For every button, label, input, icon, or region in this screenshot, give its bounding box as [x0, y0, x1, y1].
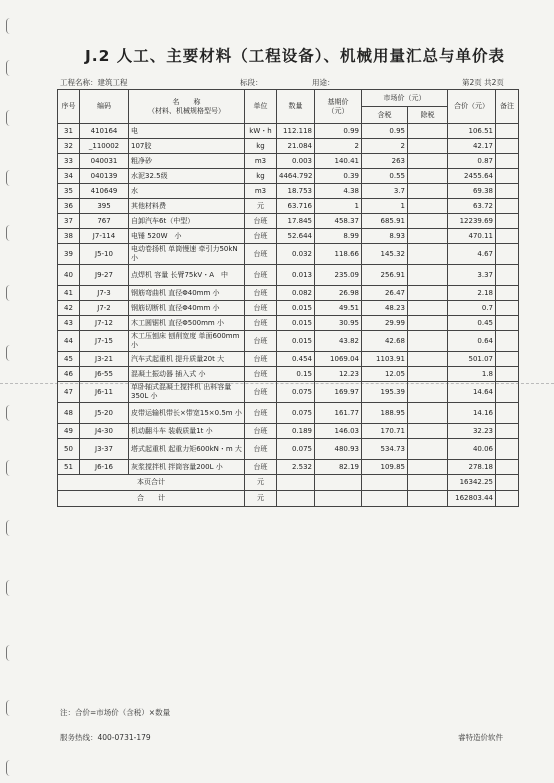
row-qty: 0.015	[277, 316, 315, 331]
row-tax-incl: 170.71	[362, 424, 408, 439]
row-tax-excl	[408, 184, 448, 199]
row-seq: 51	[58, 460, 80, 475]
row-name: 电	[129, 124, 245, 139]
subtotal-value: 16342.25	[448, 475, 496, 491]
header-name-line1: 名 称	[172, 97, 201, 106]
binding-mark	[6, 225, 13, 241]
row-qty: 0.189	[277, 424, 315, 439]
table-row	[58, 214, 519, 229]
row-total: 501.07	[448, 352, 496, 367]
row-base-price: 140.41	[315, 154, 362, 169]
row-unit: 台班	[245, 316, 277, 331]
header-total: 合价（元）	[448, 90, 496, 124]
row-remark	[496, 403, 519, 424]
header-market-price: 市场价（元）	[362, 90, 448, 107]
row-code: J3-37	[80, 439, 129, 460]
table-row	[58, 244, 519, 265]
row-seq: 42	[58, 301, 80, 316]
row-remark	[496, 199, 519, 214]
row-tax-excl	[408, 124, 448, 139]
row-tax-incl: 3.7	[362, 184, 408, 199]
row-qty: 2.532	[277, 460, 315, 475]
row-tax-excl	[408, 439, 448, 460]
row-qty: 0.075	[277, 439, 315, 460]
row-unit: 台班	[245, 301, 277, 316]
row-tax-incl: 195.39	[362, 382, 408, 403]
row-unit: kW・h	[245, 124, 277, 139]
row-base-price: 0.39	[315, 169, 362, 184]
footer-software: 睿特造价软件	[458, 733, 503, 742]
row-qty: 0.082	[277, 286, 315, 301]
row-qty: 52.644	[277, 229, 315, 244]
row-qty: 63.716	[277, 199, 315, 214]
row-unit: 元	[245, 199, 277, 214]
binding-mark	[6, 18, 13, 34]
row-qty: 21.084	[277, 139, 315, 154]
row-qty: 18.753	[277, 184, 315, 199]
table-row	[58, 316, 519, 331]
row-qty: 0.075	[277, 382, 315, 403]
binding-mark	[6, 345, 13, 361]
table-row	[58, 229, 519, 244]
row-total: 0.87	[448, 154, 496, 169]
row-base-price: 1069.04	[315, 352, 362, 367]
row-remark	[496, 367, 519, 382]
header-code: 编码	[80, 90, 129, 124]
row-seq: 34	[58, 169, 80, 184]
row-qty: 112.118	[277, 124, 315, 139]
header-name-line2: （材料、机械规格型号）	[148, 106, 225, 115]
table-row	[58, 169, 519, 184]
row-unit: m3	[245, 184, 277, 199]
header-tax-incl: 含税	[362, 107, 408, 124]
header-remark: 备注	[496, 90, 519, 124]
row-tax-excl	[408, 265, 448, 286]
row-tax-excl	[408, 316, 448, 331]
row-total: 0.7	[448, 301, 496, 316]
row-total: 278.18	[448, 460, 496, 475]
row-base-price: 0.99	[315, 124, 362, 139]
row-code: 767	[80, 214, 129, 229]
table-row	[58, 382, 519, 403]
row-seq: 46	[58, 367, 80, 382]
row-code: 410164	[80, 124, 129, 139]
row-tax-excl	[408, 403, 448, 424]
row-base-price: 2	[315, 139, 362, 154]
row-total: 14.16	[448, 403, 496, 424]
row-total: 2.18	[448, 286, 496, 301]
row-remark	[496, 184, 519, 199]
row-name: 皮带运输机带长×带宽15×0.5m 小	[129, 403, 245, 424]
row-total: 106.51	[448, 124, 496, 139]
row-tax-excl	[408, 460, 448, 475]
row-tax-incl: 263	[362, 154, 408, 169]
grand-total-unit: 元	[245, 491, 277, 507]
row-unit: 台班	[245, 439, 277, 460]
table-row	[58, 139, 519, 154]
row-total: 3.37	[448, 265, 496, 286]
row-tax-incl: 109.85	[362, 460, 408, 475]
row-code: 040139	[80, 169, 129, 184]
row-seq: 37	[58, 214, 80, 229]
row-name: 粗净砂	[129, 154, 245, 169]
row-total: 14.64	[448, 382, 496, 403]
row-seq: 40	[58, 265, 80, 286]
row-tax-excl	[408, 352, 448, 367]
usage-label: 用途：	[312, 78, 335, 87]
row-tax-excl	[408, 244, 448, 265]
row-tax-incl: 29.99	[362, 316, 408, 331]
row-code: 040031	[80, 154, 129, 169]
row-seq: 35	[58, 184, 80, 199]
row-qty: 0.015	[277, 301, 315, 316]
row-unit: 台班	[245, 460, 277, 475]
row-tax-excl	[408, 139, 448, 154]
row-base-price: 49.51	[315, 301, 362, 316]
row-tax-excl	[408, 199, 448, 214]
row-unit: 台班	[245, 244, 277, 265]
binding-mark	[6, 700, 13, 716]
row-remark	[496, 154, 519, 169]
row-total: 12239.69	[448, 214, 496, 229]
table-row	[58, 460, 519, 475]
row-tax-incl: 1103.91	[362, 352, 408, 367]
row-remark	[496, 286, 519, 301]
table-row	[58, 352, 519, 367]
grand-total-row	[58, 491, 519, 507]
table-row	[58, 199, 519, 214]
row-tax-excl	[408, 154, 448, 169]
section-label: 标段：	[240, 78, 263, 87]
table-row	[58, 403, 519, 424]
table-row	[58, 265, 519, 286]
row-total: 32.23	[448, 424, 496, 439]
row-tax-incl: 256.91	[362, 265, 408, 286]
row-tax-incl: 0.95	[362, 124, 408, 139]
row-code: J7-12	[80, 316, 129, 331]
row-remark	[496, 265, 519, 286]
row-base-price: 26.98	[315, 286, 362, 301]
binding-mark	[6, 520, 13, 536]
row-unit: 台班	[245, 403, 277, 424]
row-tax-incl: 2	[362, 139, 408, 154]
row-total: 0.45	[448, 316, 496, 331]
table-row	[58, 331, 519, 352]
row-code: J7-2	[80, 301, 129, 316]
row-remark	[496, 460, 519, 475]
row-seq: 43	[58, 316, 80, 331]
row-tax-excl	[408, 382, 448, 403]
row-base-price: 8.99	[315, 229, 362, 244]
header-base-line2: （元）	[327, 106, 349, 115]
row-tax-incl: 12.05	[362, 367, 408, 382]
row-qty: 0.013	[277, 265, 315, 286]
project-name: 工程名称：建筑工程	[60, 78, 128, 87]
row-seq: 32	[58, 139, 80, 154]
row-code: J5-10	[80, 244, 129, 265]
row-qty: 0.075	[277, 403, 315, 424]
row-base-price: 43.82	[315, 331, 362, 352]
row-total: 1.8	[448, 367, 496, 382]
row-tax-incl: 685.91	[362, 214, 408, 229]
row-remark	[496, 316, 519, 331]
binding-mark	[6, 170, 13, 186]
row-remark	[496, 331, 519, 352]
row-qty: 0.032	[277, 244, 315, 265]
row-unit: m3	[245, 154, 277, 169]
row-qty: 17.845	[277, 214, 315, 229]
table-row	[58, 184, 519, 199]
row-qty: 0.454	[277, 352, 315, 367]
row-name: 塔式起重机 起重力矩600kN・m 大	[129, 439, 245, 460]
row-seq: 45	[58, 352, 80, 367]
grand-total-value: 162803.44	[448, 491, 496, 507]
row-remark	[496, 139, 519, 154]
row-base-price: 146.03	[315, 424, 362, 439]
row-base-price: 12.23	[315, 367, 362, 382]
row-code: 395	[80, 199, 129, 214]
row-total: 42.17	[448, 139, 496, 154]
row-seq: 39	[58, 244, 80, 265]
row-total: 470.11	[448, 229, 496, 244]
footer-note: 注：合价=市场价（含税）×数量	[60, 708, 171, 717]
row-tax-incl: 26.47	[362, 286, 408, 301]
row-name: 钢筋切断机 直径Φ40mm 小	[129, 301, 245, 316]
footer-hotline: 服务热线：400-0731-179	[60, 733, 151, 742]
header-qty: 数量	[277, 90, 315, 124]
row-name: 钢筋弯曲机 直径Φ40mm 小	[129, 286, 245, 301]
row-code: _110002	[80, 139, 129, 154]
row-seq: 41	[58, 286, 80, 301]
binding-mark	[6, 405, 13, 421]
row-remark	[496, 244, 519, 265]
row-code: J6-11	[80, 382, 129, 403]
header-seq: 序号	[58, 90, 80, 124]
row-code: J3-21	[80, 352, 129, 367]
header-name	[129, 90, 245, 124]
binding-mark	[6, 60, 13, 76]
row-base-price: 118.66	[315, 244, 362, 265]
row-total: 40.06	[448, 439, 496, 460]
row-tax-excl	[408, 301, 448, 316]
row-unit: kg	[245, 139, 277, 154]
row-unit: 台班	[245, 424, 277, 439]
row-total: 4.67	[448, 244, 496, 265]
header-base-price	[315, 90, 362, 124]
row-remark	[496, 229, 519, 244]
row-tax-excl	[408, 424, 448, 439]
row-base-price: 458.37	[315, 214, 362, 229]
header-base-line1: 基期价	[327, 97, 349, 106]
row-name: 灰浆搅拌机 拌筒容量200L 小	[129, 460, 245, 475]
row-name: 电动卷扬机 单筒慢速 牵引力50kN 小	[129, 244, 245, 265]
subtotal-label: 本页合计	[58, 475, 245, 491]
row-tax-incl: 188.95	[362, 403, 408, 424]
row-code: J6-55	[80, 367, 129, 382]
row-name: 水泥32.5级	[129, 169, 245, 184]
row-tax-excl	[408, 286, 448, 301]
row-base-price: 161.77	[315, 403, 362, 424]
header-unit: 单位	[245, 90, 277, 124]
row-name: 107胶	[129, 139, 245, 154]
header-tax-excl: 除税	[408, 107, 448, 124]
row-name: 自卸汽车6t（中型）	[129, 214, 245, 229]
row-qty: 0.003	[277, 154, 315, 169]
row-name: 电锤 520W 小	[129, 229, 245, 244]
row-code: J7-114	[80, 229, 129, 244]
row-code: J7-3	[80, 286, 129, 301]
row-code: J6-16	[80, 460, 129, 475]
row-code: J7-15	[80, 331, 129, 352]
row-remark	[496, 352, 519, 367]
row-unit: kg	[245, 169, 277, 184]
binding-mark	[6, 645, 13, 661]
row-seq: 33	[58, 154, 80, 169]
row-seq: 48	[58, 403, 80, 424]
row-name: 机动翻斗车 装载质量1t 小	[129, 424, 245, 439]
binding-mark	[6, 285, 13, 301]
row-tax-excl	[408, 367, 448, 382]
table-row	[58, 154, 519, 169]
binding-mark	[6, 110, 13, 126]
row-remark	[496, 382, 519, 403]
row-qty: 0.15	[277, 367, 315, 382]
row-seq: 31	[58, 124, 80, 139]
row-tax-excl	[408, 331, 448, 352]
table-row	[58, 439, 519, 460]
row-tax-incl: 1	[362, 199, 408, 214]
row-tax-excl	[408, 214, 448, 229]
row-tax-incl: 534.73	[362, 439, 408, 460]
row-remark	[496, 214, 519, 229]
row-seq: 47	[58, 382, 80, 403]
row-unit: 台班	[245, 367, 277, 382]
row-code: J5-20	[80, 403, 129, 424]
row-tax-incl: 0.55	[362, 169, 408, 184]
row-remark	[496, 424, 519, 439]
page-title: J.2 人工、主要材料（工程设备）、机械用量汇总与单价表	[84, 47, 506, 65]
row-base-price: 1	[315, 199, 362, 214]
row-name: 单卧轴式混凝土搅拌机 出料容量350L 小	[129, 382, 245, 403]
table-row	[58, 301, 519, 316]
row-remark	[496, 124, 519, 139]
row-base-price: 169.97	[315, 382, 362, 403]
row-unit: 台班	[245, 286, 277, 301]
row-total: 69.38	[448, 184, 496, 199]
row-unit: 台班	[245, 265, 277, 286]
row-base-price: 4.38	[315, 184, 362, 199]
row-code: J4-30	[80, 424, 129, 439]
row-tax-excl	[408, 229, 448, 244]
subtotal-unit: 元	[245, 475, 277, 491]
row-total: 63.72	[448, 199, 496, 214]
row-name: 木工压刨床 刨削宽度 单面600mm 小	[129, 331, 245, 352]
row-remark	[496, 439, 519, 460]
binding-margin	[4, 0, 18, 783]
row-qty: 4464.792	[277, 169, 315, 184]
row-seq: 44	[58, 331, 80, 352]
row-name: 混凝土振动器 插入式 小	[129, 367, 245, 382]
row-base-price: 82.19	[315, 460, 362, 475]
row-unit: 台班	[245, 352, 277, 367]
row-remark	[496, 301, 519, 316]
row-tax-incl: 8.93	[362, 229, 408, 244]
row-seq: 38	[58, 229, 80, 244]
table-row	[58, 424, 519, 439]
row-name: 汽车式起重机 提升质量20t 大	[129, 352, 245, 367]
row-qty: 0.015	[277, 331, 315, 352]
row-name: 木工圆锯机 直径Φ500mm 小	[129, 316, 245, 331]
row-seq: 50	[58, 439, 80, 460]
row-unit: 台班	[245, 214, 277, 229]
row-name: 其他材料费	[129, 199, 245, 214]
grand-total-label: 合 计	[58, 491, 245, 507]
row-base-price: 30.95	[315, 316, 362, 331]
page-number: 第2页 共2页	[462, 78, 504, 87]
row-remark	[496, 169, 519, 184]
table-row	[58, 286, 519, 301]
row-code: J9-27	[80, 265, 129, 286]
row-total: 2455.64	[448, 169, 496, 184]
row-name: 点焊机 容量 长臂75kV・A 中	[129, 265, 245, 286]
row-tax-excl	[408, 169, 448, 184]
binding-mark	[6, 460, 13, 476]
page-subtotal-row	[58, 475, 519, 491]
binding-mark	[6, 580, 13, 596]
row-tax-incl: 145.32	[362, 244, 408, 265]
row-tax-incl: 42.68	[362, 331, 408, 352]
row-unit: 台班	[245, 229, 277, 244]
row-seq: 36	[58, 199, 80, 214]
row-name: 水	[129, 184, 245, 199]
table-row	[58, 124, 519, 139]
table-row	[58, 367, 519, 382]
summary-table	[57, 89, 519, 507]
row-unit: 台班	[245, 382, 277, 403]
row-code: 410649	[80, 184, 129, 199]
row-base-price: 235.09	[315, 265, 362, 286]
row-tax-incl: 48.23	[362, 301, 408, 316]
row-total: 0.64	[448, 331, 496, 352]
row-seq: 49	[58, 424, 80, 439]
binding-mark	[6, 760, 13, 776]
row-base-price: 480.93	[315, 439, 362, 460]
row-unit: 台班	[245, 331, 277, 352]
